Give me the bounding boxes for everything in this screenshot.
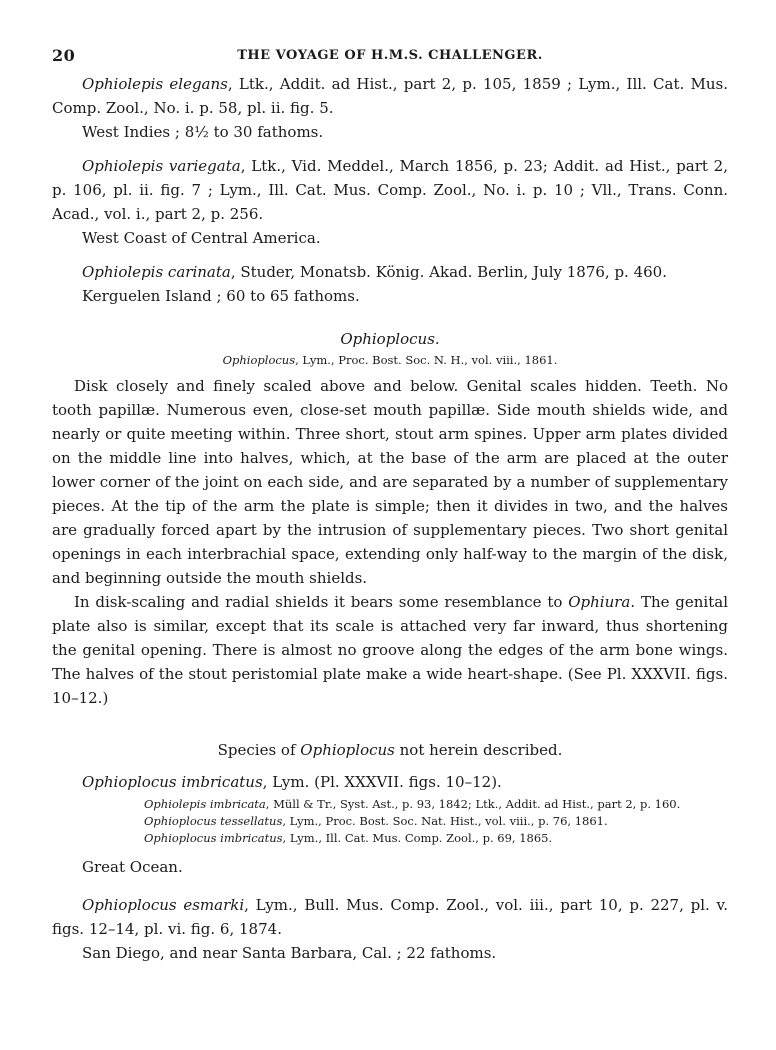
- species-name: Ophioplocus imbricatus: [82, 773, 263, 791]
- species-entry: [52, 72, 728, 144]
- genus-comparison: In disk-scaling and radial shields it bears some resemblance to Ophiura. The genital plate also is similar, except that its scale is attached very far inward, thus shortening the genital opening. There is almost no groove along the edges of the arm bone wings. The halves of the stout peristomial plate make a wide heart-shape. (See Pl. XXXVII. figs. 10–12.): [52, 593, 728, 707]
- species-entry: [52, 154, 728, 250]
- species-name: Ophiolepis carinata: [82, 263, 231, 281]
- running-title: THE VOYAGE OF H.M.S. CHALLENGER.: [237, 48, 543, 63]
- page: [52, 46, 728, 975]
- genus-reference: Ophioplocus, Lym., Proc. Bost. Soc. N. H., vol. viii., 1861.: [222, 353, 558, 367]
- species-entry: [52, 260, 728, 308]
- species-name: Ophiolepis variegata: [82, 157, 241, 175]
- running-header: [52, 46, 728, 72]
- genus-heading: Ophioplocus.: [340, 330, 440, 348]
- synonym-item: Ophioplocus imbricatus, Lym., Ill. Cat. Mus. Comp. Zool., p. 69, 1865.: [144, 831, 553, 845]
- species-locality: San Diego, and near Santa Barbara, Cal. ; 22 fathoms.: [82, 944, 497, 962]
- synonym-item: Ophioplocus tessellatus, Lym., Proc. Bost. Soc. Nat. Hist., vol. viii., p. 76, 1861.: [144, 814, 608, 828]
- genus-description: Disk closely and finely scaled above and below. Genital scales hidden. Teeth. No tooth papillæ. Numerous even, close-set mouth papillæ. Side mouth shields wide, and nearly or quite meeting within. Three short, stout arm spines. Upper arm plates divided on the middle line into halves, which, at the base of the arm are placed at the outer lower corner of the joint on each side, and are separated by a number of supplementary pieces. At the tip of the arm the plate is simple; then it divides in two, and the halves are gradually forced apart by the intrusion of supplementary pieces. Two short genital openings in each interbrachial space, extending only half-way to the margin of the disk, and beginning outside the mouth shields.: [52, 377, 728, 587]
- synonym-list: [52, 796, 728, 847]
- synonym-item: Ophiolepis imbricata, Müll & Tr., Syst. Ast., p. 93, 1842; Ltk., Addit. ad Hist., part 2, p. 160.: [144, 797, 681, 811]
- species-citation: Ophiolepis variegata, Ltk., Vid. Meddel., March 1856, p. 23; Addit. ad Hist., part 2, p. 106, pl. ii. fig. 7 ; Lym., Ill. Cat. Mus. Comp. Zool., No. i. p. 10 ; Vll., Trans. Conn. Acad., vol. i., part 2, p. 256.: [52, 157, 728, 223]
- species-citation: Ophioplocus esmarki, Lym., Bull. Mus. Comp. Zool., vol. iii., part 10, p. 227, pl. v. figs. 12–14, pl. vi. fig. 6, 1874.: [52, 896, 728, 938]
- species-entry: [52, 770, 728, 794]
- page-number: 20: [52, 46, 76, 65]
- species-citation: Ophioplocus imbricatus, Lym. (Pl. XXXVII. figs. 10–12).: [82, 773, 502, 791]
- species-name: Ophiolepis elegans: [82, 75, 228, 93]
- section-heading: Species of Ophioplocus not herein described.: [217, 741, 563, 759]
- species-locality: West Coast of Central America.: [82, 229, 321, 247]
- species-citation: Ophiolepis carinata, Studer, Monatsb. König. Akad. Berlin, July 1876, p. 460.: [82, 263, 667, 281]
- species-entry: [52, 893, 728, 965]
- species-name: Ophioplocus esmarki: [82, 896, 245, 914]
- species-citation: Ophiolepis elegans, Ltk., Addit. ad Hist., part 2, p. 105, 1859 ; Lym., Ill. Cat. Mus. Comp. Zool., No. i. p. 58, pl. ii. fig. 5.: [52, 75, 729, 117]
- species-locality: West Indies ; 8½ to 30 fathoms.: [82, 123, 324, 141]
- species-locality: Kerguelen Island ; 60 to 65 fathoms.: [82, 287, 360, 305]
- species-locality: Great Ocean.: [82, 858, 183, 876]
